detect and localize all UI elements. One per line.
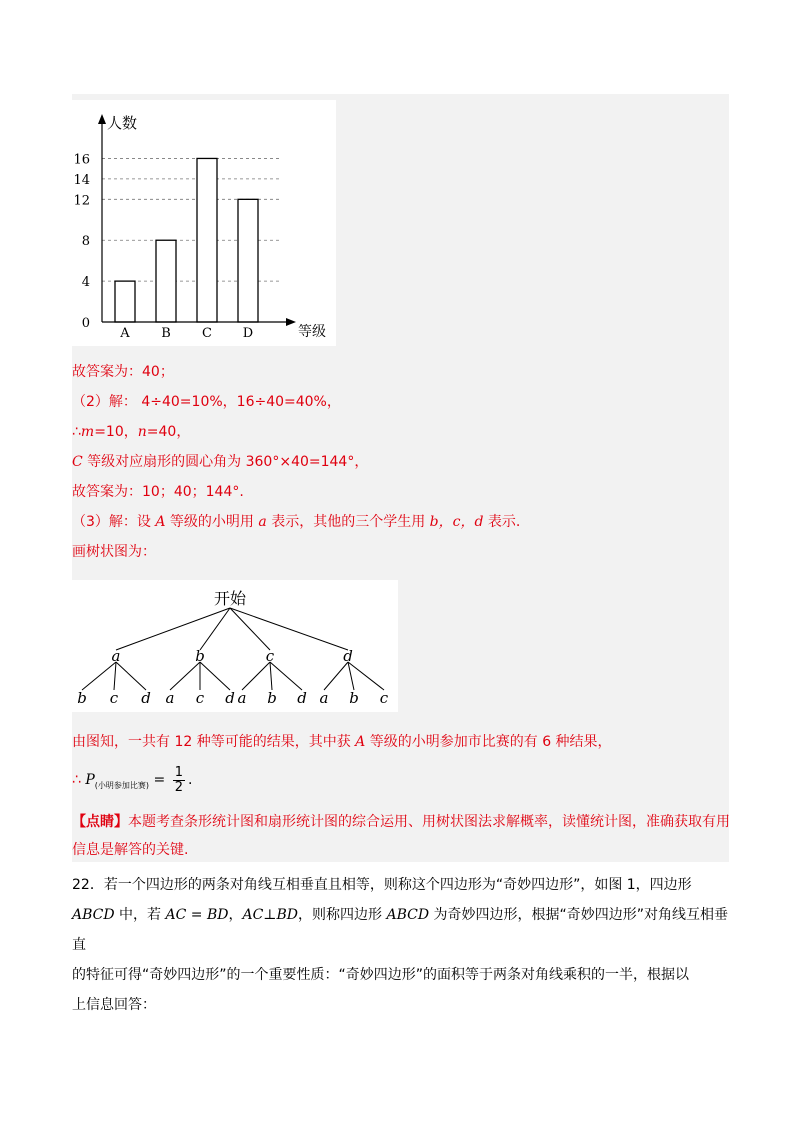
x-tick-label: D bbox=[242, 326, 254, 341]
answer-line-1: 故答案为：40； bbox=[72, 364, 174, 380]
angle-text: 等级对应扇形的圆心角为 360°×40=144°， bbox=[82, 454, 369, 470]
result-text-a: 由图知，一共有 12 种等可能的结果，其中获 bbox=[72, 734, 356, 750]
tree-leaf: c bbox=[109, 689, 119, 707]
comment-text: 本题考查条形统计图和扇形统计图的综合运用、用树状图法求解概率，读懂统计图，准确获取有用信息是解答的关键. bbox=[72, 814, 730, 858]
answer-line-7: 画树状图为： bbox=[72, 544, 156, 560]
eq-ac-bd: AC = BD bbox=[165, 907, 229, 923]
perp-ac-bd: AC⊥BD bbox=[242, 907, 298, 923]
result-text-b: 等级的小明参加市比赛的有 6 种结果， bbox=[365, 734, 612, 750]
grade-c: C bbox=[72, 454, 83, 470]
comment-block bbox=[72, 808, 732, 864]
probability-formula bbox=[72, 764, 192, 796]
y-tick-label: 14 bbox=[73, 172, 90, 188]
bar-A bbox=[115, 281, 135, 322]
q-text-c: ，则称四边形 bbox=[298, 907, 387, 923]
quad-abcd-2: ABCD bbox=[386, 907, 430, 923]
tree-leaf: c bbox=[195, 689, 205, 707]
x-tick-label: B bbox=[161, 326, 171, 341]
tree-leaf: b bbox=[267, 689, 277, 707]
m-value: =10， bbox=[94, 424, 138, 440]
answer-line-8 bbox=[72, 732, 612, 752]
tree-node-d: d bbox=[343, 647, 353, 665]
bar-B bbox=[156, 240, 176, 322]
fraction bbox=[173, 766, 185, 795]
fraction-numerator: 1 bbox=[174, 764, 183, 780]
answer-line-6 bbox=[72, 512, 520, 532]
y-tick-label: 16 bbox=[73, 152, 90, 168]
period: . bbox=[187, 772, 193, 788]
tree-leaf: b bbox=[349, 689, 359, 707]
tree-leaf: b bbox=[77, 689, 87, 707]
question-line-4: 上信息回答： bbox=[72, 997, 156, 1013]
q-text-a: 中，若 bbox=[114, 907, 166, 923]
x-tick-label: C bbox=[202, 326, 212, 341]
question-line-2 bbox=[72, 900, 732, 960]
grade-a: A bbox=[155, 514, 166, 530]
part3-text-d: 表示. bbox=[483, 514, 521, 530]
equals-sign: = bbox=[153, 772, 166, 788]
tree-root: 开始 bbox=[213, 589, 247, 608]
answer-line-2: （2）解： 4÷40=10%，16÷40=40%， bbox=[72, 394, 341, 410]
prob-p: P bbox=[85, 772, 95, 788]
prob-subscript: (小明参加比赛) bbox=[94, 781, 150, 790]
var-m: m bbox=[80, 424, 95, 440]
y-tick-label: 12 bbox=[73, 193, 90, 209]
var-a: a bbox=[258, 514, 267, 530]
q-text-b: ， bbox=[228, 907, 243, 923]
y-tick-label: 8 bbox=[81, 234, 90, 250]
fraction-denominator: 2 bbox=[174, 779, 183, 795]
tree-leaf: a bbox=[237, 689, 247, 707]
answer-line-5: 故答案为：10；40；144°. bbox=[72, 484, 244, 500]
tree-leaf: d bbox=[141, 689, 151, 707]
answer-line-4 bbox=[72, 452, 368, 472]
tree-diagram bbox=[72, 580, 398, 712]
bar-chart bbox=[72, 100, 336, 346]
x-axis-label: 等级 bbox=[298, 324, 326, 340]
comment-tag: 【点睛】 bbox=[72, 814, 128, 830]
question-22 bbox=[72, 870, 732, 1020]
q-text-d: 为奇妙四边形，根据“奇妙四边形”对角线互相垂直 bbox=[72, 907, 729, 953]
question-line-1: 22．若一个四边形的两条对角线互相垂直且相等，则称这个四边形为“奇妙四边形”，如图 1，四边形 bbox=[72, 877, 692, 893]
tree-leaf: a bbox=[319, 689, 329, 707]
grade-a-2: A bbox=[355, 734, 366, 750]
y-axis-label: 人数 bbox=[107, 114, 138, 132]
quad-abcd: ABCD bbox=[72, 907, 115, 923]
tree-diagram-panel bbox=[72, 580, 398, 712]
tree-node-a: a bbox=[111, 647, 121, 665]
tree-leaf: a bbox=[165, 689, 175, 707]
part3-text-c: 表示，其他的三个学生用 bbox=[266, 514, 430, 530]
y-tick-label: 0 bbox=[81, 316, 90, 331]
tree-node-b: b bbox=[195, 647, 205, 665]
tree-leaf: d bbox=[297, 689, 307, 707]
bar-D bbox=[238, 199, 258, 322]
therefore-symbol-2: ∴ bbox=[72, 772, 81, 788]
tree-node-c: c bbox=[265, 647, 275, 665]
x-tick-label: A bbox=[120, 326, 130, 341]
question-line-3: 的特征可得“奇妙四边形”的一个重要性质：“奇妙四边形”的面积等于两条对角线乘积的一半，根据以 bbox=[72, 967, 690, 983]
answer-line-3 bbox=[72, 422, 190, 442]
therefore-symbol: ∴ bbox=[72, 424, 81, 440]
n-value: =40， bbox=[146, 424, 191, 440]
var-n: n bbox=[137, 424, 147, 440]
tree-leaf: c bbox=[379, 689, 389, 707]
vars-bcd: b，c，d bbox=[429, 514, 484, 530]
part3-intro: （3）解：设 bbox=[72, 514, 156, 530]
tree-leaf: d bbox=[225, 689, 235, 707]
bar-C bbox=[197, 158, 217, 322]
bar-chart-panel bbox=[72, 100, 336, 346]
y-tick-label: 4 bbox=[81, 275, 90, 291]
part3-text-b: 等级的小明用 bbox=[165, 514, 259, 530]
